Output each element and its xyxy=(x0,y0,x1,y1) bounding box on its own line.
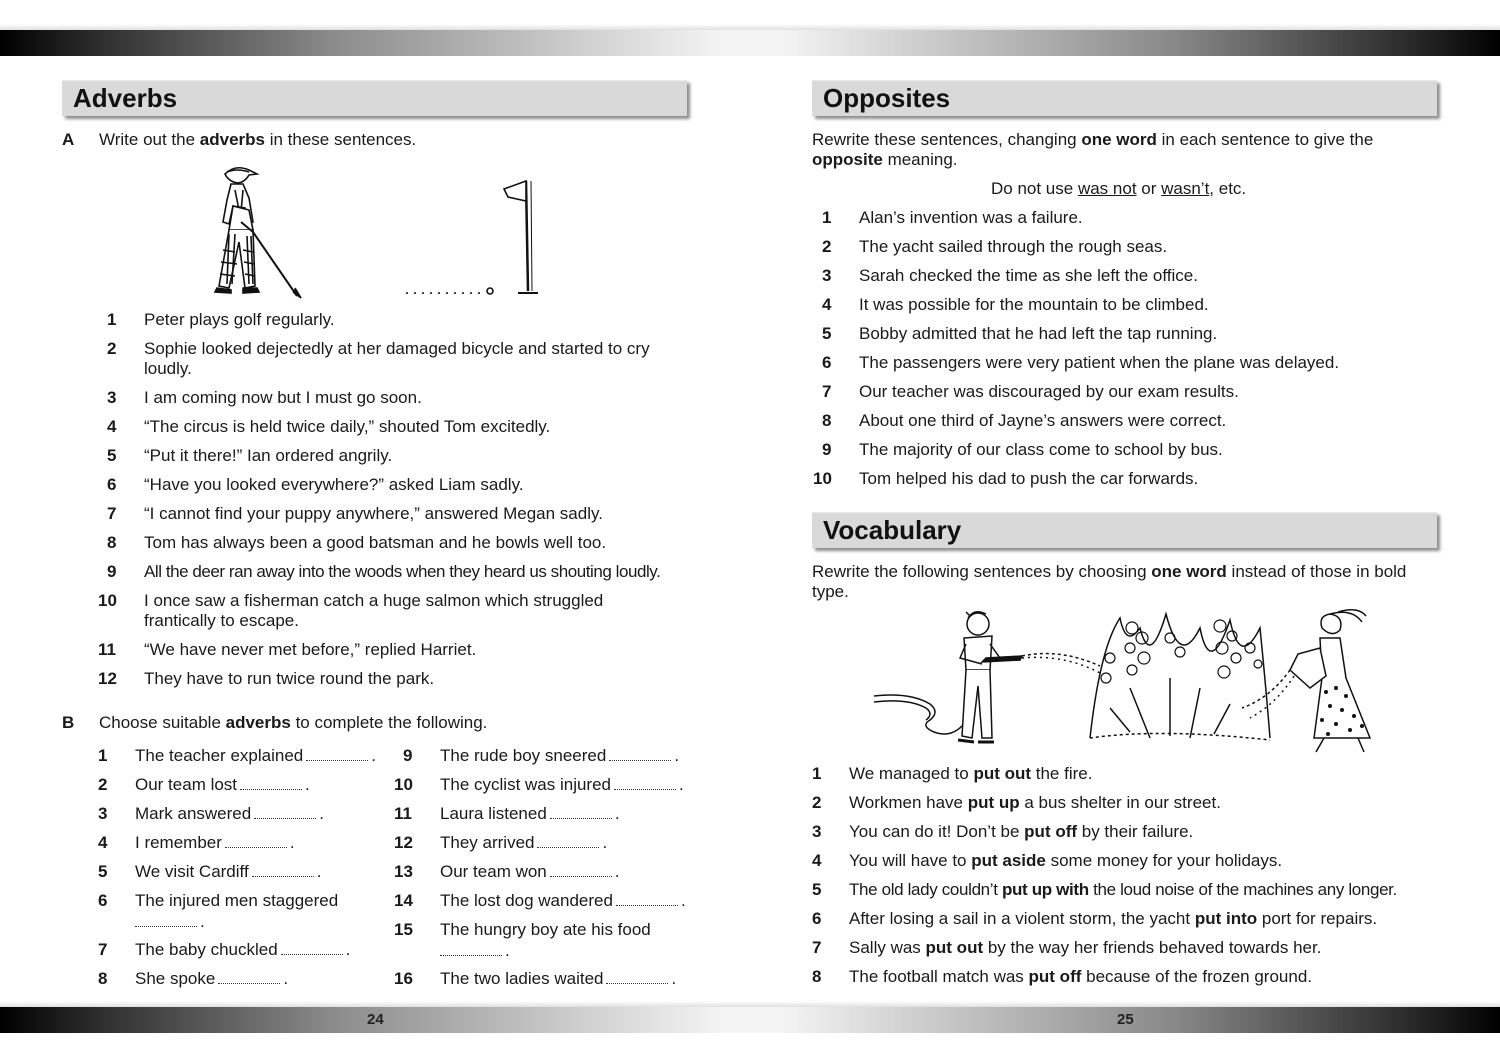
fill-in-item: The cyclist was injured . xyxy=(440,775,684,794)
adverbs-title: Adverbs xyxy=(73,83,178,113)
answer-blank[interactable] xyxy=(550,865,612,877)
top-band xyxy=(0,30,1500,56)
fill-in-item: She spoke . xyxy=(135,969,289,988)
section-b-instruction: Choose suitable adverbs to complete the following. xyxy=(99,713,488,732)
list-item: Bobby admitted that he had left the tap running. xyxy=(859,324,1218,343)
list-item: Peter plays golf regularly. xyxy=(144,310,335,329)
list-item-number: 9 xyxy=(107,562,117,581)
list-item: “We have never met before,” replied Harriet. xyxy=(144,640,477,659)
list-item: About one third of Jayne’s answers were correct. xyxy=(859,411,1227,430)
list-item-number: 1 xyxy=(822,208,832,227)
opposites-heading xyxy=(812,80,1437,116)
list-item-number: 9 xyxy=(403,746,413,765)
bottom-band xyxy=(0,1007,1500,1033)
fire-illustration xyxy=(870,608,1380,753)
list-item-number: 11 xyxy=(394,804,412,823)
list-item-number: 7 xyxy=(98,940,108,959)
answer-blank[interactable] xyxy=(609,749,671,761)
answer-blank[interactable] xyxy=(281,943,343,955)
fill-in-item-continued: . xyxy=(437,941,510,961)
list-item: All the deer ran away into the woods when they heard us shouting loudly. xyxy=(144,562,661,581)
answer-blank[interactable] xyxy=(306,749,368,761)
answer-blank[interactable] xyxy=(440,944,502,956)
list-item-number: 15 xyxy=(394,920,413,939)
fill-in-item: The rude boy sneered . xyxy=(440,746,680,765)
list-item: Tom helped his dad to push the car forwards. xyxy=(859,469,1199,488)
fill-in-item: Mark answered . xyxy=(135,804,324,823)
section-a-label: A xyxy=(62,130,75,149)
page-number-left: 24 xyxy=(367,1011,384,1028)
list-item: I am coming now but I must go soon. xyxy=(144,388,422,407)
opposites-instruction: Rewrite these sentences, changing one word in each sentence to give the opposite meaning. xyxy=(812,130,1374,169)
opposites-title: Opposites xyxy=(823,83,951,113)
list-item-number: 10 xyxy=(813,469,832,488)
list-item-number: 3 xyxy=(812,822,822,841)
golfer-illustration xyxy=(205,160,315,300)
list-item-number: 5 xyxy=(107,446,117,465)
vocabulary-instruction: Rewrite the following sentences by choosing one word instead of those in bold type. xyxy=(812,562,1407,601)
list-item-number: 10 xyxy=(394,775,413,794)
list-item: Tom has always been a good batsman and he bowls well too. xyxy=(144,533,607,552)
list-item: I once saw a fisherman catch a huge salmon which struggled frantically to escape. xyxy=(144,591,604,630)
list-item: “Have you looked everywhere?” asked Liam sadly. xyxy=(144,475,524,494)
list-item: You will have to put aside some money for your holidays. xyxy=(849,851,1283,870)
adverbs-heading xyxy=(62,80,687,116)
list-item: Sophie looked dejectedly at her damaged bicycle and started to cry loudly. xyxy=(144,339,650,378)
list-item-number: 6 xyxy=(98,891,108,910)
list-item: Alan’s invention was a failure. xyxy=(859,208,1083,227)
list-item-number: 1 xyxy=(98,746,108,765)
list-item-number: 2 xyxy=(812,793,822,812)
answer-blank[interactable] xyxy=(225,836,287,848)
fill-in-item: The baby chuckled . xyxy=(135,940,351,959)
fill-in-item: Our team lost . xyxy=(135,775,310,794)
list-item-number: 2 xyxy=(98,775,108,794)
answer-blank[interactable] xyxy=(616,894,678,906)
list-item-number: 4 xyxy=(812,851,822,870)
fill-in-item: The two ladies waited . xyxy=(440,969,677,988)
list-item-number: 5 xyxy=(98,862,108,881)
list-item-number: 5 xyxy=(812,880,822,899)
answer-blank[interactable] xyxy=(537,836,599,848)
fill-in-item: They arrived . xyxy=(440,833,608,852)
section-b-label: B xyxy=(62,713,75,732)
opposites-note: Do not use was not or wasn’t, etc. xyxy=(991,179,1247,198)
list-item-number: 12 xyxy=(98,669,117,688)
list-item: The majority of our class come to school by bus. xyxy=(859,440,1223,459)
list-item-number: 3 xyxy=(107,388,117,407)
list-item: The football match was put off because of the frozen ground. xyxy=(849,967,1312,986)
list-item-number: 3 xyxy=(98,804,108,823)
fill-in-item: Our team won . xyxy=(440,862,620,881)
page-number-right: 25 xyxy=(1117,1011,1134,1028)
answer-blank[interactable] xyxy=(218,972,280,984)
fill-in-item: The teacher explained . xyxy=(135,746,376,765)
list-item-number: 2 xyxy=(107,339,117,358)
fill-in-item: We visit Cardiff . xyxy=(135,862,322,881)
list-item: Sally was put out by the way her friends behaved towards her. xyxy=(849,938,1322,957)
list-item-number: 3 xyxy=(822,266,832,285)
list-item: We managed to put out the fire. xyxy=(849,764,1093,783)
list-item: The old lady couldn’t put up with the loud noise of the machines any longer. xyxy=(849,880,1397,899)
vocabulary-heading xyxy=(812,512,1437,548)
list-item: “The circus is held twice daily,” shouted Tom excitedly. xyxy=(144,417,551,436)
list-item-number: 14 xyxy=(394,891,413,910)
golf-flag-illustration xyxy=(400,175,550,300)
list-item-number: 2 xyxy=(822,237,832,256)
answer-blank[interactable] xyxy=(550,807,612,819)
list-item-number: 9 xyxy=(822,440,832,459)
fill-in-item: Laura listened . xyxy=(440,804,620,823)
list-item: It was possible for the mountain to be climbed. xyxy=(859,295,1209,314)
list-item: “Put it there!” Ian ordered angrily. xyxy=(144,446,393,465)
list-item-number: 6 xyxy=(107,475,117,494)
list-item: The passengers were very patient when the plane was delayed. xyxy=(859,353,1340,372)
list-item: You can do it! Don’t be put off by their failure. xyxy=(849,822,1194,841)
list-item-number: 7 xyxy=(812,938,822,957)
list-item-number: 5 xyxy=(822,324,832,343)
list-item: After losing a sail in a violent storm, the yacht put into port for repairs. xyxy=(849,909,1378,928)
list-item: They have to run twice round the park. xyxy=(144,669,435,688)
list-item-number: 8 xyxy=(98,969,108,988)
list-item-number: 1 xyxy=(812,764,822,783)
list-item-number: 13 xyxy=(394,862,413,881)
list-item-number: 6 xyxy=(822,353,832,372)
answer-blank[interactable] xyxy=(252,865,314,877)
list-item-number: 8 xyxy=(107,533,117,552)
list-item-number: 16 xyxy=(394,969,413,988)
list-item-number: 7 xyxy=(107,504,117,523)
answer-blank[interactable] xyxy=(614,778,676,790)
list-item-number: 12 xyxy=(394,833,413,852)
fill-in-item-continued: . xyxy=(132,912,205,932)
list-item: Sarah checked the time as she left the office. xyxy=(859,266,1198,285)
fill-in-item: I remember . xyxy=(135,833,295,852)
list-item-number: 11 xyxy=(98,640,116,659)
section-a-instruction: Write out the adverbs in these sentences. xyxy=(99,130,417,149)
list-item-number: 6 xyxy=(812,909,822,928)
list-item-number: 10 xyxy=(98,591,117,610)
fill-in-item: The hungry boy ate his food xyxy=(440,920,651,939)
list-item-number: 8 xyxy=(822,411,832,430)
list-item: “I cannot find your puppy anywhere,” answered Megan sadly. xyxy=(144,504,603,523)
list-item: The yacht sailed through the rough seas. xyxy=(859,237,1168,256)
list-item-number: 4 xyxy=(822,295,832,314)
list-item-number: 1 xyxy=(107,310,117,329)
list-item: Workmen have put up a bus shelter in our street. xyxy=(849,793,1221,812)
fill-in-item: The lost dog wandered . xyxy=(440,891,686,910)
answer-blank[interactable] xyxy=(135,915,197,927)
answer-blank[interactable] xyxy=(240,778,302,790)
answer-blank[interactable] xyxy=(254,807,316,819)
list-item: Our teacher was discouraged by our exam results. xyxy=(859,382,1239,401)
fill-in-item: The injured men staggered xyxy=(135,891,339,910)
list-item-number: 7 xyxy=(822,382,832,401)
answer-blank[interactable] xyxy=(606,972,668,984)
list-item-number: 8 xyxy=(812,967,822,986)
list-item-number: 4 xyxy=(107,417,117,436)
list-item-number: 4 xyxy=(98,833,108,852)
vocabulary-title: Vocabulary xyxy=(823,515,962,545)
